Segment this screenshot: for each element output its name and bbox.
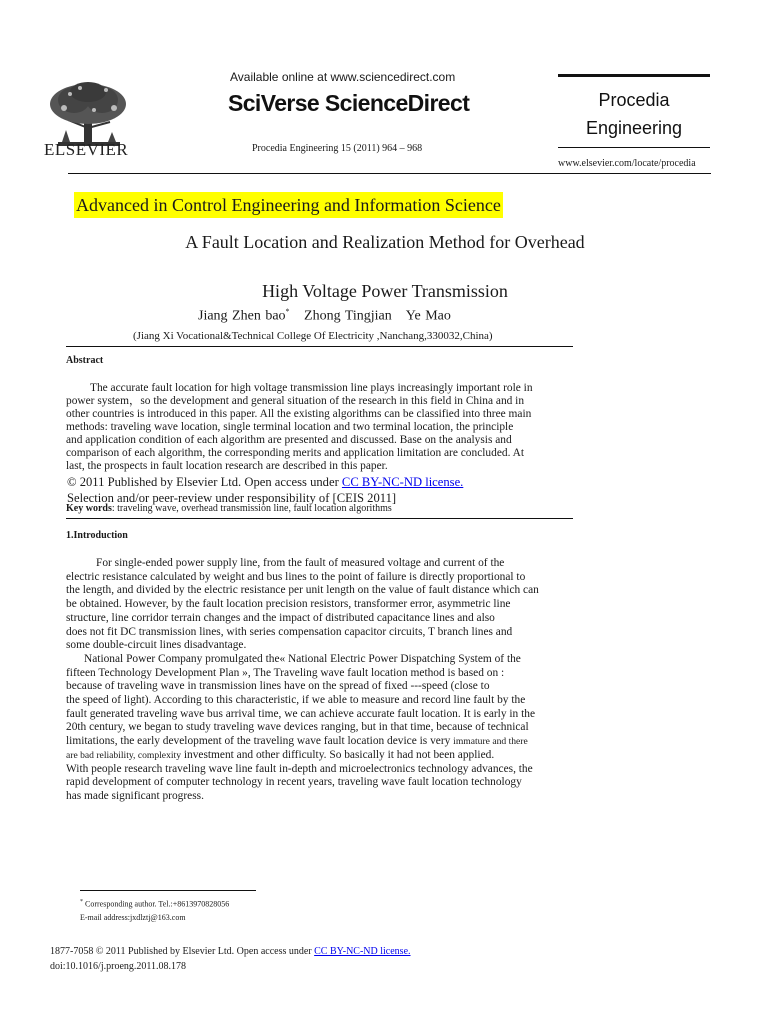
abstract-line: other countries is introduced in this paper. All the existing algorithms can be classified into three main <box>66 408 532 420</box>
introduction-body <box>66 557 568 804</box>
footer-license-link[interactable]: CC BY-NC-ND license. <box>314 946 411 957</box>
introduction-heading: 1.Introduction <box>66 530 128 541</box>
journal-name-line1: Procedia <box>598 90 670 110</box>
body-line: rapid development of computer technology in recent years, traveling wave fault location technology <box>66 776 522 789</box>
journal-rule-top <box>558 74 710 77</box>
body-line: structure, line corridor terrain changes and the impact of distributed capacitance lines and also <box>66 611 495 624</box>
abstract-line: methods: traveling wave location, single terminal location and two terminal location, the principle <box>66 421 514 433</box>
doi[interactable]: doi:10.1016/j.proeng.2011.08.178 <box>50 961 187 972</box>
abstract-heading: Abstract <box>66 355 104 366</box>
journal-name-line2: Engineering <box>585 118 683 138</box>
body-line: some double-circuit lines disadvantage. <box>66 639 247 652</box>
abstract-line: The accurate fault location for high voltage transmission line plays increasingly important role in <box>90 382 533 394</box>
keywords-label: Key words <box>66 503 112 514</box>
body-line: does not fit DC transmission lines, with series compensation capacitor circuits, T branch lines and <box>66 625 513 638</box>
journal-url[interactable]: www.elsevier.com/locate/procedia <box>558 158 696 169</box>
peer-review-note: Selection and/or peer-review under responsibility of [CEIS 2011] <box>67 491 397 505</box>
body-line: 20th century, we began to study traveling wave devices ranging, but in that time, because of technical <box>66 721 529 734</box>
copyright-text: © 2011 Published by Elsevier Ltd. Open access under <box>67 475 342 489</box>
keywords <box>66 503 392 514</box>
abstract-rule-top <box>66 346 573 347</box>
citation: Procedia Engineering 15 (2011) 964 – 968 <box>252 143 423 154</box>
body-line: National Power Company promulgated the« National Electric Power Dispatching System of the <box>84 652 521 665</box>
footnote-mark: * <box>80 899 83 905</box>
author-3: Ye Mao <box>405 308 451 324</box>
body-line: For single-ended power supply line, from the fault of measured voltage and current of the <box>96 557 505 569</box>
body-line: fifteen Technology Development Plan », The Traveling wave fault location method is based on : <box>66 666 505 679</box>
corresponding-author: Corresponding author. Tel.:+8613970828056 <box>83 899 230 909</box>
journal-rule-bottom <box>558 147 710 148</box>
body-line: are bad reliability, complexity investment and other difficulty. So basically it had not been applied. <box>66 748 495 761</box>
body-line: has made significant progress. <box>66 789 204 802</box>
keywords-text: : traveling wave, overhead transmission line, fault location algorithms <box>111 503 392 514</box>
abstract-line: and application condition of each algorithm are presented and discussed. Base on the analysis and <box>66 434 512 446</box>
author-1-mark: * <box>285 307 290 316</box>
paper-title <box>60 230 710 304</box>
body-line: the speed of light). According to this characteristic, if we able to measure and record line fault by the <box>66 694 526 707</box>
license-link[interactable]: CC BY-NC-ND license. <box>341 475 464 489</box>
body-line: the length, and divided by the electric resistance per unit length on the value of fault distance which can <box>66 584 539 597</box>
copyright-notice <box>67 474 463 506</box>
publisher-name: ELSEVIER <box>44 140 129 159</box>
body-line: electric resistance calculated by weight and bus lines to the point of failure is directly proportional to <box>66 570 526 583</box>
abstract-line: last, the prospects in fault location research are described in this paper. <box>66 460 388 472</box>
open-access-text: Open access under <box>236 946 315 957</box>
abstract-line: power system，so the development and general situation of the research in this field in China and in <box>66 395 525 407</box>
body-line: With people research traveling wave line fault in-depth and microelectronics technology advances, the <box>66 762 533 775</box>
paper-title-line1: A Fault Location and Realization Method for Overhead <box>185 232 585 252</box>
authors <box>198 307 451 325</box>
abstract-body <box>66 382 574 473</box>
issn-text: 1877-7058 © 2011 Published by Elsevier Ltd. <box>50 946 237 957</box>
header-rule <box>68 173 711 174</box>
author-1: Jiang Zhen bao <box>198 308 286 324</box>
abstract-rule-bottom <box>66 518 573 519</box>
body-line: limitations, the early development of the traveling wave fault location device is very immature and there <box>66 735 528 748</box>
paper-title-line2: High Voltage Power Transmission <box>262 281 508 301</box>
footer-info <box>50 944 411 974</box>
footnote <box>80 896 229 924</box>
abstract-line: comparison of each algorithm, the corresponding merits and application limitation are concluded. At <box>66 447 525 459</box>
affiliation: (Jiang Xi Vocational&Technical College Of Electricity ,Nanchang,330032,China) <box>133 330 493 342</box>
body-line: because of traveling wave in transmission lines have on the spread of fixed ---speed (close to <box>66 680 490 693</box>
journal-name <box>558 86 710 142</box>
footnote-rule <box>80 890 256 891</box>
brand-title: SciVerse ScienceDirect <box>228 90 470 116</box>
author-email: E-mail address:jxdlztj@163.com <box>80 912 186 922</box>
body-line: fault generated traveling wave bus arrival time, we can achieve accurate fault location. It is early in the <box>66 707 536 720</box>
available-online[interactable]: Available online at www.sciencedirect.com <box>230 70 456 84</box>
conference-name: Advanced in Control Engineering and Information Science <box>74 192 503 218</box>
author-2: Zhong Tingjian <box>304 308 392 324</box>
body-line: be obtained. However, by the fault location precision resistors, transformer error, asymmetric line <box>66 598 511 611</box>
